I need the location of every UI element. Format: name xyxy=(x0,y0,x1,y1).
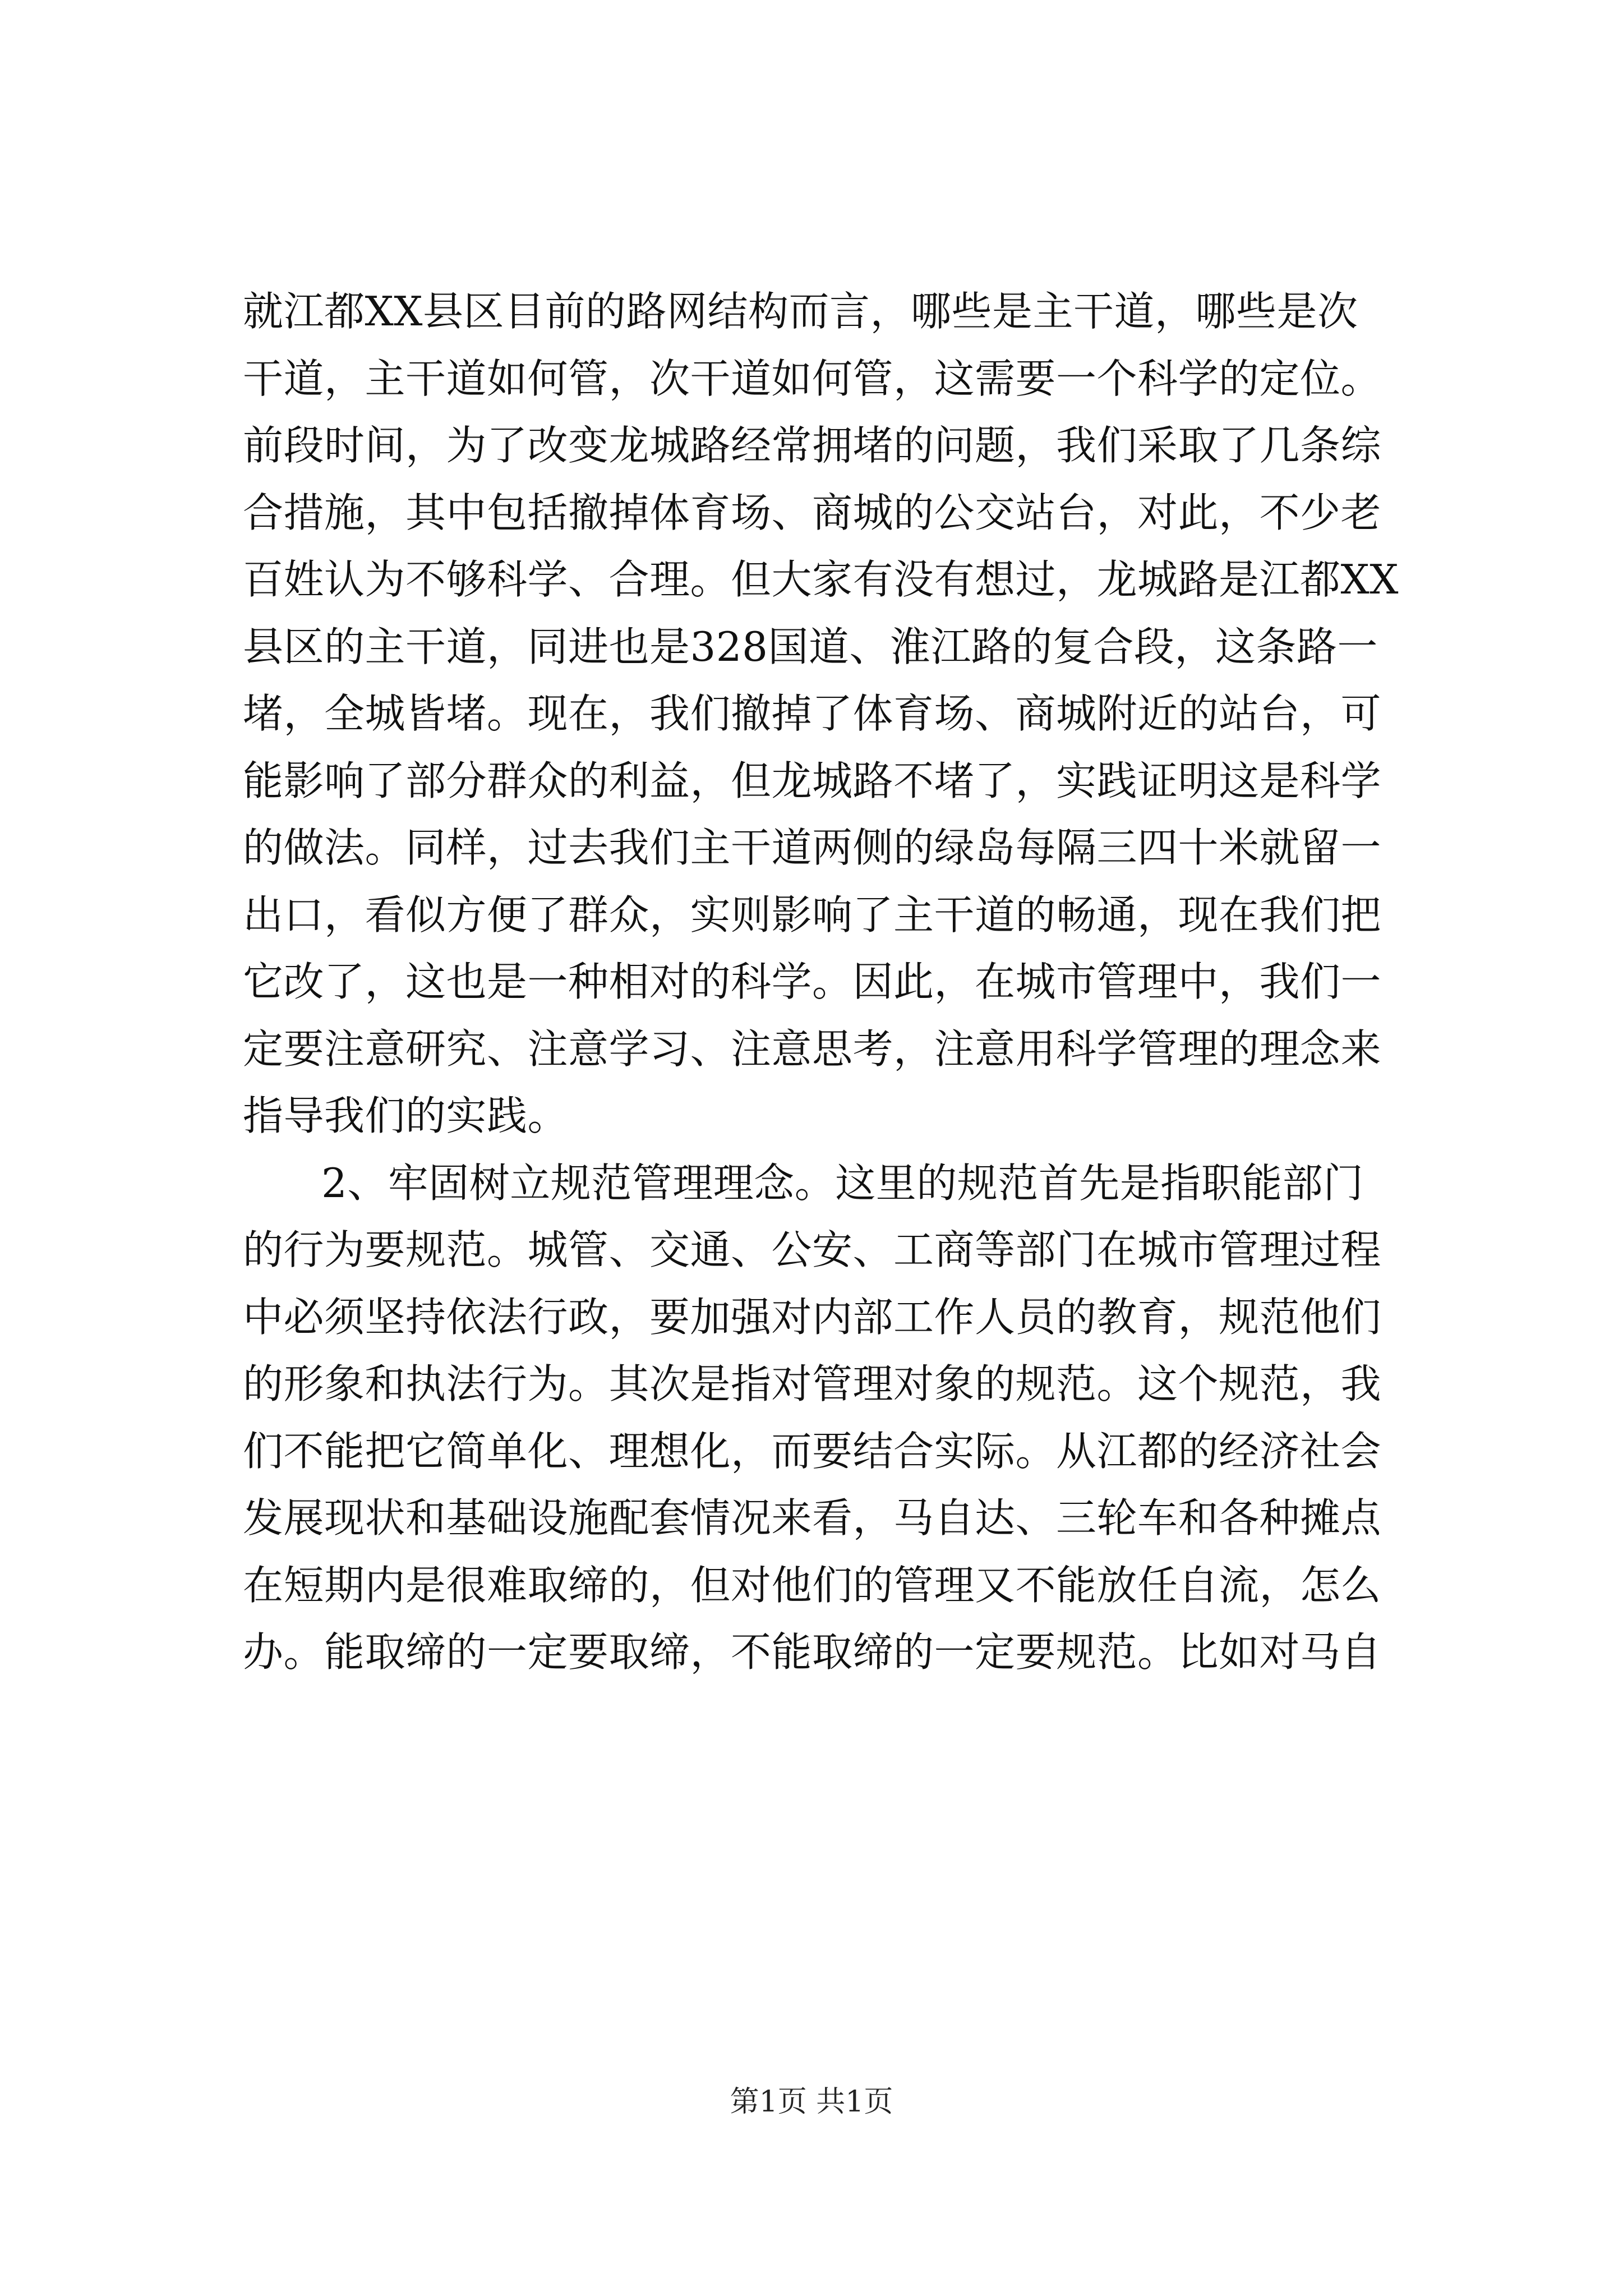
text-line: 的形象和执法行为。其次是指对管理对象的规范。这个规范，我 xyxy=(243,1360,1382,1407)
text-line: 指导我们的实践。 xyxy=(243,1092,569,1139)
text-line: 的做法。同样，过去我们主干道两侧的绿岛每隔三四十米就留一 xyxy=(243,824,1382,871)
text-line: 它改了，这也是一种相对的科学。因此，在城市管理中，我们一 xyxy=(243,958,1382,1005)
text-line: 定要注意研究、注意学习、注意思考，注意用科学管理的理念来 xyxy=(243,1025,1382,1073)
text-line: 堵，全城皆堵。现在，我们撤掉了体育场、商城附近的站台，可 xyxy=(243,690,1382,737)
text-line: 发展现状和基础设施配套情况来看，马自达、三轮车和各种摊点 xyxy=(243,1494,1382,1542)
text-line-paragraph-start: 2、牢固树立规范管理理念。这里的规范首先是指职能部门 xyxy=(321,1159,1364,1207)
text-line: 百姓认为不够科学、合理。但大家有没有想过，龙城路是江都XX xyxy=(243,556,1399,603)
text-line: 能影响了部分群众的利益，但龙城路不堵了，实践证明这是科学 xyxy=(243,757,1382,804)
text-line: 县区的主干道，同进也是328国道、淮江路的复合段，这条路一 xyxy=(243,623,1378,670)
text-line: 的行为要规范。城管、交通、公安、工商等部门在城市管理过程 xyxy=(243,1226,1382,1273)
text-line: 就江都XX县区目前的路网结构而言，哪些是主干道，哪些是次 xyxy=(243,288,1358,335)
text-line: 们不能把它简单化、理想化，而要结合实际。从江都的经济社会 xyxy=(243,1427,1382,1475)
text-line: 合措施，其中包括撤掉体育场、商城的公交站台，对此，不少老 xyxy=(243,489,1382,536)
text-line: 办。能取缔的一定要取缔，不能取缔的一定要规范。比如对马自 xyxy=(243,1628,1382,1676)
body-text xyxy=(243,278,1421,1686)
text-line: 干道，主干道如何管，次干道如何管，这需要一个科学的定位。 xyxy=(243,355,1382,402)
text-line: 前段时间，为了改变龙城路经常拥堵的问题，我们采取了几条综 xyxy=(243,422,1382,469)
text-line: 出口，看似方便了群众，实则影响了主干道的畅通，现在我们把 xyxy=(243,891,1382,938)
text-line: 中必须坚持依法行政，要加强对内部工作人员的教育，规范他们 xyxy=(243,1293,1382,1341)
text-line: 在短期内是很难取缔的，但对他们的管理又不能放任自流，怎么 xyxy=(243,1561,1382,1609)
page-footer: 第1页 共1页 xyxy=(730,2085,893,2119)
